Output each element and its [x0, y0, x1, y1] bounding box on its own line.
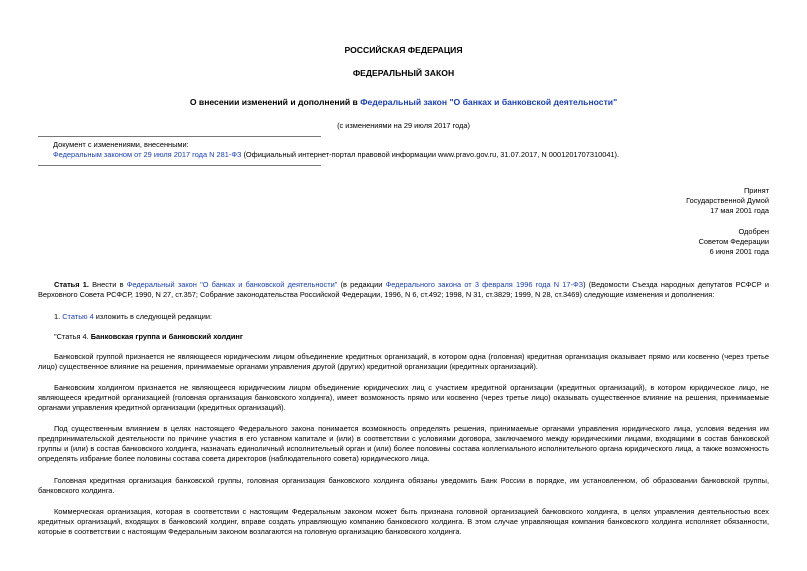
paragraph-bank-holding: Банковским холдингом признается не являющееся юридическим лицом объединение юридических лиц с участием кредитной организации (кредитных организаций), в котором юридическое лицо, не являющееся кредитной организацией (головная организация банковского холдинга), имеет возможность прямо или косвенно (через третье лицо) оказывать существенное влияние на решения, принимаемые органами управления кредитной организации (кредитных организаций).	[38, 383, 769, 412]
article-4-link[interactable]: Статью 4	[62, 312, 94, 321]
article-1	[38, 280, 769, 300]
article-1-label: Статья 1.	[54, 280, 89, 289]
changes-box	[53, 140, 769, 160]
adoption-block	[560, 186, 769, 216]
changes-label: Документ с изменениями, внесенными:	[53, 140, 189, 149]
revision-note: (с изменениями на 29 июля 2017 года)	[337, 121, 470, 130]
law-title-prefix: О внесении изменений и дополнений в	[189, 97, 361, 107]
amending-law-link[interactable]: Федеральным законом от 29 июля 2017 года N 281-ФЗ	[53, 150, 242, 159]
article-1-text-b: (в редакции	[337, 280, 386, 289]
accepted-label: Принят	[743, 186, 769, 195]
article-4-heading	[38, 332, 769, 342]
article-1-text-c: ) (Ведомости Съезда народных депутатов РСФСР и Верховного Совета РСФСР, 1990, N 27, ст.357; Собрание законодательства Российской Федерации, 1996, N 6, ст.492; 1998, N 31, ст.3829; 1999, N 28, ст.3469) следующие изменения и дополнения:	[38, 280, 769, 299]
paragraph-management-company: Коммерческая организация, которая в соответствии с настоящим Федеральным законом может быть признана головной организацией банковского холдинга, в целях управления деятельностью всех кредитных организаций, входящих в банковский холдинг, вправе создать управляющую компанию банковского холдинга. В этом случае управляющая компания банковского холдинга исполняет обязанности, которые в соответствии с настоящим Федеральным законом возлагаются на головную организацию банковского холдинга.	[38, 507, 769, 536]
approval-block	[560, 227, 769, 257]
changes-entry	[53, 150, 769, 160]
article-4-title: Банковская группа и банковский холдинг	[90, 332, 243, 341]
doc-type-heading: ФЕДЕРАЛЬНЫЙ ЗАКОН	[352, 68, 455, 78]
law-title	[0, 97, 807, 107]
item-1-number: 1.	[54, 312, 63, 321]
law-title-link[interactable]: Федеральный закон "О банках и банковской деятельности"	[360, 97, 618, 107]
amending-law-source: (Официальный интернет-портал правовой информации www.pravo.gov.ru, 31.07.2017, N 0001201707310041).	[241, 150, 620, 159]
country-heading: РОССИЙСКАЯ ФЕДЕРАЦИЯ	[344, 45, 463, 55]
paragraph-notification: Головная кредитная организация банковской группы, головная организация банковского холдинга обязаны уведомить Банк России в порядке, им установленном, об образовании банковской группы, банковского холдинга.	[38, 476, 769, 495]
accepted-date: 17 мая 2001 года	[710, 206, 769, 215]
approved-label: Одобрен	[738, 227, 769, 236]
paragraph-bank-group: Банковской группой признается не являющееся юридическим лицом объединение кредитных организаций, в котором одна (головная) кредитная организация оказывает прямо или косвенно (через третье лицо) существенное влияние на решения, принимаемые органами управления другой (других) кредитной организации (кредитных организаций).	[38, 352, 769, 371]
accepted-by: Государственной Думой	[686, 196, 769, 205]
paragraph-significant-influence: Под существенным влиянием в целях настоящего Федерального закона понимается возможность определять решения, принимаемые органами управления юридического лица, условия ведения им предпринимательской деятельности по причине участия в его уставном капитале и (или) в соответствии с условиями договора, заключаемого между юридическими лицами, входящими в состав банковской группы и (или) в состав банковского холдинга, назначать единоличный исполнительный орган и (или) более половины состава коллегиального исполнительного органа юридического лица, а также возможность определять избрание более половины состава совета директоров (наблюдательного совета) юридического лица.	[38, 424, 769, 463]
changes-top-rule	[38, 136, 321, 137]
approved-date: 6 июня 2001 года	[709, 247, 769, 256]
law-17fz-link[interactable]: Федерального закона от 3 февраля 1996 года N 17-ФЗ	[385, 280, 584, 289]
article-1-text-a: Внести в	[88, 280, 127, 289]
article-4-prefix: "Статья 4.	[54, 332, 91, 341]
banking-law-link[interactable]: Федеральный закон "О банках и банковской деятельности"	[126, 280, 338, 289]
item-1	[38, 312, 769, 322]
approved-by: Советом Федерации	[698, 237, 769, 246]
item-1-text: изложить в следующей редакции:	[93, 312, 213, 321]
changes-bottom-rule	[38, 165, 321, 166]
